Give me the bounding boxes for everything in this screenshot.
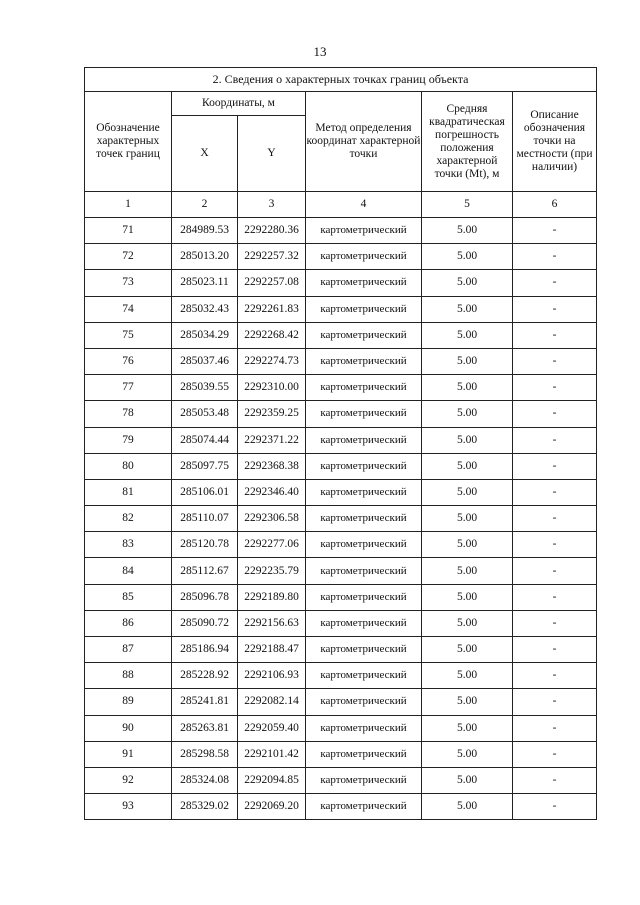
method-cell: картометрический — [306, 296, 422, 322]
method-cell: картометрический — [306, 427, 422, 453]
method-cell: картометрический — [306, 715, 422, 741]
point-id-cell: 72 — [85, 244, 172, 270]
y-coordinate-cell: 2292257.32 — [238, 244, 306, 270]
error-cell: 5.00 — [422, 218, 513, 244]
table-row — [85, 767, 597, 793]
x-coordinate-cell: 285034.29 — [172, 322, 238, 348]
point-id-cell: 79 — [85, 427, 172, 453]
header-x: X — [172, 116, 238, 192]
description-cell: - — [513, 375, 597, 401]
y-coordinate-cell: 2292082.14 — [238, 689, 306, 715]
method-cell: картометрический — [306, 244, 422, 270]
header-y: Y — [238, 116, 306, 192]
x-coordinate-cell: 285037.46 — [172, 348, 238, 374]
table-row — [85, 296, 597, 322]
method-cell: картометрический — [306, 322, 422, 348]
error-cell: 5.00 — [422, 427, 513, 453]
error-cell: 5.00 — [422, 584, 513, 610]
y-coordinate-cell: 2292069.20 — [238, 794, 306, 820]
column-number-1: 1 — [85, 192, 172, 218]
error-cell: 5.00 — [422, 689, 513, 715]
table-row — [85, 322, 597, 348]
column-number-2: 2 — [172, 192, 238, 218]
table-row — [85, 741, 597, 767]
y-coordinate-cell: 2292059.40 — [238, 715, 306, 741]
section-title: 2. Сведения о характерных точках границ объекта — [85, 68, 597, 92]
y-coordinate-cell: 2292310.00 — [238, 375, 306, 401]
x-coordinate-cell: 285096.78 — [172, 584, 238, 610]
y-coordinate-cell: 2292101.42 — [238, 741, 306, 767]
table-row — [85, 584, 597, 610]
description-cell: - — [513, 715, 597, 741]
point-id-cell: 73 — [85, 270, 172, 296]
y-coordinate-cell: 2292280.36 — [238, 218, 306, 244]
table-row — [85, 715, 597, 741]
y-coordinate-cell: 2292188.47 — [238, 637, 306, 663]
x-coordinate-cell: 285106.01 — [172, 479, 238, 505]
table-row — [85, 270, 597, 296]
error-cell: 5.00 — [422, 244, 513, 270]
description-cell: - — [513, 558, 597, 584]
point-id-cell: 93 — [85, 794, 172, 820]
point-id-cell: 74 — [85, 296, 172, 322]
error-cell: 5.00 — [422, 348, 513, 374]
table-row — [85, 689, 597, 715]
y-coordinate-cell: 2292268.42 — [238, 322, 306, 348]
table-row — [85, 610, 597, 636]
point-id-cell: 89 — [85, 689, 172, 715]
description-cell: - — [513, 767, 597, 793]
table-row — [85, 558, 597, 584]
description-cell: - — [513, 348, 597, 374]
description-cell: - — [513, 584, 597, 610]
description-cell: - — [513, 532, 597, 558]
point-id-cell: 87 — [85, 637, 172, 663]
method-cell: картометрический — [306, 663, 422, 689]
method-cell: картометрический — [306, 375, 422, 401]
point-id-cell: 83 — [85, 532, 172, 558]
column-number-4: 4 — [306, 192, 422, 218]
x-coordinate-cell: 285241.81 — [172, 689, 238, 715]
description-cell: - — [513, 296, 597, 322]
table-row — [85, 794, 597, 820]
point-id-cell: 82 — [85, 506, 172, 532]
table-row — [85, 637, 597, 663]
point-id-cell: 75 — [85, 322, 172, 348]
description-cell: - — [513, 506, 597, 532]
description-cell: - — [513, 663, 597, 689]
description-cell: - — [513, 741, 597, 767]
error-cell: 5.00 — [422, 715, 513, 741]
y-coordinate-cell: 2292261.83 — [238, 296, 306, 322]
x-coordinate-cell: 285097.75 — [172, 453, 238, 479]
x-coordinate-cell: 285110.07 — [172, 506, 238, 532]
point-id-cell: 88 — [85, 663, 172, 689]
y-coordinate-cell: 2292274.73 — [238, 348, 306, 374]
x-coordinate-cell: 285023.11 — [172, 270, 238, 296]
method-cell: картометрический — [306, 767, 422, 793]
description-cell: - — [513, 637, 597, 663]
description-cell: - — [513, 453, 597, 479]
method-cell: картометрический — [306, 532, 422, 558]
description-cell: - — [513, 794, 597, 820]
table-row — [85, 427, 597, 453]
error-cell: 5.00 — [422, 794, 513, 820]
y-coordinate-cell: 2292106.93 — [238, 663, 306, 689]
error-cell: 5.00 — [422, 479, 513, 505]
y-coordinate-cell: 2292368.38 — [238, 453, 306, 479]
method-cell: картометрический — [306, 689, 422, 715]
description-cell: - — [513, 244, 597, 270]
y-coordinate-cell: 2292156.63 — [238, 610, 306, 636]
point-id-cell: 86 — [85, 610, 172, 636]
x-coordinate-cell: 285112.67 — [172, 558, 238, 584]
point-id-cell: 91 — [85, 741, 172, 767]
error-cell: 5.00 — [422, 296, 513, 322]
method-cell: картометрический — [306, 584, 422, 610]
table-row — [85, 479, 597, 505]
x-coordinate-cell: 285228.92 — [172, 663, 238, 689]
method-cell: картометрический — [306, 637, 422, 663]
header-error: Средняя квадратическая погрешность положения характерной точки (Mt), м — [422, 92, 513, 192]
table-row — [85, 218, 597, 244]
error-cell: 5.00 — [422, 401, 513, 427]
error-cell: 5.00 — [422, 375, 513, 401]
method-cell: картометрический — [306, 479, 422, 505]
y-coordinate-cell: 2292277.06 — [238, 532, 306, 558]
description-cell: - — [513, 479, 597, 505]
error-cell: 5.00 — [422, 637, 513, 663]
method-cell: картометрический — [306, 453, 422, 479]
method-cell: картометрический — [306, 741, 422, 767]
column-number-3: 3 — [238, 192, 306, 218]
column-number-6: 6 — [513, 192, 597, 218]
y-coordinate-cell: 2292371.22 — [238, 427, 306, 453]
header-description: Описание обозначения точки на местности (при наличии) — [513, 92, 597, 192]
y-coordinate-cell: 2292189.80 — [238, 584, 306, 610]
error-cell: 5.00 — [422, 322, 513, 348]
table-row — [85, 375, 597, 401]
error-cell: 5.00 — [422, 506, 513, 532]
table-row — [85, 663, 597, 689]
table-row — [85, 401, 597, 427]
description-cell: - — [513, 689, 597, 715]
description-cell: - — [513, 610, 597, 636]
point-id-cell: 77 — [85, 375, 172, 401]
x-coordinate-cell: 285013.20 — [172, 244, 238, 270]
point-id-cell: 76 — [85, 348, 172, 374]
point-id-cell: 84 — [85, 558, 172, 584]
x-coordinate-cell: 285053.48 — [172, 401, 238, 427]
y-coordinate-cell: 2292257.08 — [238, 270, 306, 296]
x-coordinate-cell: 285090.72 — [172, 610, 238, 636]
x-coordinate-cell: 285032.43 — [172, 296, 238, 322]
y-coordinate-cell: 2292094.85 — [238, 767, 306, 793]
x-coordinate-cell: 285324.08 — [172, 767, 238, 793]
x-coordinate-cell: 285263.81 — [172, 715, 238, 741]
page-number: 13 — [313, 44, 327, 59]
table-row — [85, 348, 597, 374]
point-id-cell: 90 — [85, 715, 172, 741]
method-cell: картометрический — [306, 270, 422, 296]
x-coordinate-cell: 285329.02 — [172, 794, 238, 820]
y-coordinate-cell: 2292359.25 — [238, 401, 306, 427]
description-cell: - — [513, 218, 597, 244]
error-cell: 5.00 — [422, 270, 513, 296]
error-cell: 5.00 — [422, 532, 513, 558]
method-cell: картометрический — [306, 610, 422, 636]
x-coordinate-cell: 285298.58 — [172, 741, 238, 767]
method-cell: картометрический — [306, 794, 422, 820]
y-coordinate-cell: 2292235.79 — [238, 558, 306, 584]
x-coordinate-cell: 285186.94 — [172, 637, 238, 663]
table-row — [85, 506, 597, 532]
error-cell: 5.00 — [422, 663, 513, 689]
method-cell: картометрический — [306, 506, 422, 532]
header-method: Метод определения координат характерной точки — [306, 92, 422, 192]
error-cell: 5.00 — [422, 558, 513, 584]
method-cell: картометрический — [306, 218, 422, 244]
point-id-cell: 85 — [85, 584, 172, 610]
column-number-5: 5 — [422, 192, 513, 218]
header-coordinates: Координаты, м — [172, 92, 306, 116]
point-id-cell: 92 — [85, 767, 172, 793]
error-cell: 5.00 — [422, 453, 513, 479]
y-coordinate-cell: 2292346.40 — [238, 479, 306, 505]
error-cell: 5.00 — [422, 741, 513, 767]
description-cell: - — [513, 427, 597, 453]
x-coordinate-cell: 285120.78 — [172, 532, 238, 558]
table-body — [85, 218, 597, 820]
table-row — [85, 244, 597, 270]
table-row — [85, 453, 597, 479]
error-cell: 5.00 — [422, 767, 513, 793]
x-coordinate-cell: 285074.44 — [172, 427, 238, 453]
description-cell: - — [513, 401, 597, 427]
point-id-cell: 71 — [85, 218, 172, 244]
error-cell: 5.00 — [422, 610, 513, 636]
table-row — [85, 532, 597, 558]
method-cell: картометрический — [306, 558, 422, 584]
description-cell: - — [513, 322, 597, 348]
header-point-designation: Обозначение характерных точек границ — [85, 92, 172, 192]
method-cell: картометрический — [306, 348, 422, 374]
y-coordinate-cell: 2292306.58 — [238, 506, 306, 532]
x-coordinate-cell: 284989.53 — [172, 218, 238, 244]
point-id-cell: 81 — [85, 479, 172, 505]
method-cell: картометрический — [306, 401, 422, 427]
description-cell: - — [513, 270, 597, 296]
boundary-points-table — [84, 67, 597, 820]
point-id-cell: 80 — [85, 453, 172, 479]
point-id-cell: 78 — [85, 401, 172, 427]
x-coordinate-cell: 285039.55 — [172, 375, 238, 401]
